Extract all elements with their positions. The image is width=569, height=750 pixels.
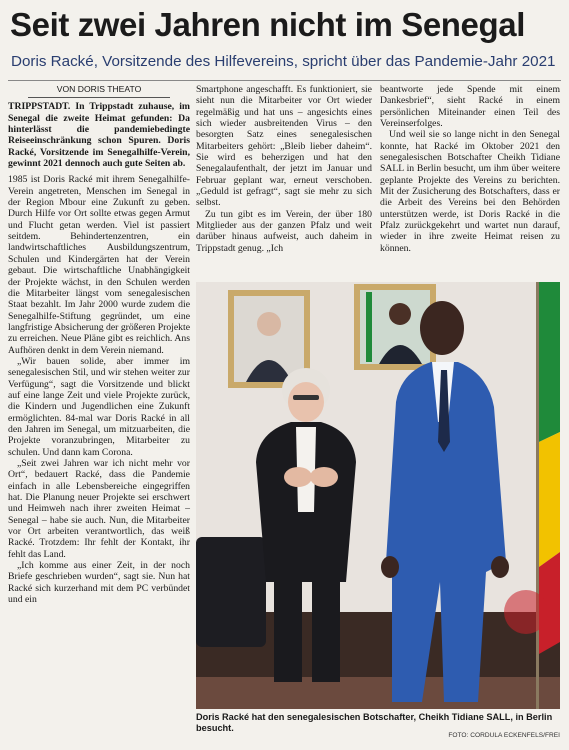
column-2 <box>196 84 372 254</box>
body-paragraph: „Ich komme aus einer Zeit, in der noch Briefe geschrieben wurden“, sagt sie. Nun hat Racké sich kurzerhand mit dem PC verbündet und ein <box>8 560 190 606</box>
photo-caption: Doris Racké hat den senegalesischen Botschafter, Cheikh Tidiane SALL, in Berlin besucht. <box>196 712 553 733</box>
byline-divider <box>28 97 170 98</box>
lead-paragraph: TRIPPSTADT. In Trippstadt zuhause, im Senegal die zweite Heimat gefunden: Da hinterlässt die pandemiebedingte Reiseeinschränkung schon Spuren. Doris Racké, Vorsitzende im Senegalhilfe-Verein, gewinnt 2021 dennoch auch gute Seiten ab. <box>8 101 190 170</box>
body-paragraph: „Seit zwei Jahren war ich nicht mehr vor Ort“, bedauert Racké, dass die Pandemie einfach in alle Lebensbereiche eingegriffen hat. Die Planung neuer Projekte sei erschwert und Heimweh nach ihrer zweiten Heimat – Senegal – habe sie auch. Nun, die Mitarbeiter vor Ort arbeiten verantwortlich, das weiß Racké. Trotzdem: Ihr fehlt der Kontakt, ihr fehlt das Land. <box>8 458 190 560</box>
body-paragraph: Smartphone angeschafft. Es funktioniert, sie sieht nun die Mitarbeiter vor Ort wieder regelmäßig und hat uns – angesichts eines sich wieder ausbreitenden Virus – den besorgten Satz eines senegalesischen Mitarbeiters gehört: „Bleib lieber daheim“. Sie wird es beherzigen und hat den Senegalaufenthalt, der jetzt im Januar und Februar geplant war, erneut verschoben. „Geduld ist gefragt“, sagt sie mehr zu sich selbst. <box>196 84 372 209</box>
body-paragraph: beantworte jede Spende mit einem Dankesbrief“, sieht Racké in einem persönlichen Miteinander einen Teil des Vereinserfolges. <box>380 84 560 130</box>
photo-illustration <box>196 282 560 709</box>
headline: Seit zwei Jahren nicht im Senegal <box>10 6 525 43</box>
body-paragraph: Und weil sie so lange nicht in den Senegal konnte, hat Racké im Oktober 2021 den senegalesischen Botschafter Cheikh Tidiane SALL in Berlin besucht, um ihm über weitere geplante Projekte des Vereins zu berichten. Mit der Zusicherung des Botschafters, dass er die Arbeit des Vereins bei den Behörden unterstützen werde, ist Doris Racké in die Pfalz zurückgekehrt und wartet nun darauf, wieder in ihre zweite Heimat reisen zu können. <box>380 129 560 254</box>
body-paragraph: Zu tun gibt es im Verein, der über 180 Mitglieder aus der ganzen Pfalz und weit darüber hinaus aufweist, auch daheim in Trippstadt genug. „Ich <box>196 208 372 254</box>
body-paragraph: 1985 ist Doris Racké mit ihrem Senegalhilfe-Verein angetreten, Menschen im Senegal in der Region Mbour eine Zukunft zu geben. Durch Hilfe vor Ort sollte etwas gegen Armut und Flucht getan werden. Viel ist passiert seitdem. Behindertenzentren, ein landwirtschaftliches Ausbildungszentrum, Schulen und Kindergärten hat der Verein gebaut. Die wirtschaftliche Unabhängigkeit der Projekte wächst, in den Schulen werden die Mitarbeiter längst vom senegalesischen Staat bezahlt. Im Jahr 2000 wurde zudem die Senegalhilfe-Stiftung gegründet, um eine langfristige Absicherung der größeren Projekte zu erreichen. Neue Pläne gibt es reichlich. Ans Aufhören denkt in dem Verein niemand. <box>8 174 190 356</box>
subheadline: Doris Racké, Vorsitzende des Hilfevereins, spricht über das Pandemie-Jahr 2021 <box>11 53 556 70</box>
header-divider <box>8 80 561 81</box>
body-paragraph: „Wir bauen solide, aber immer im senegalesischen Stil, und wir stehen weiter zur Verfügung“, sagt die Vorsitzende und blickt auf eine lange Zeit und viele Projekte zurück, die Kindern und Jugendlichen eine Zukunft ermöglichten. 84-mal war Doris Racké in all den Jahren im Senegal, um mitzuarbeiten, die Projekte voranzubringen, Mitarbeiter zu schulen. Und dann kam Corona. <box>8 355 190 458</box>
photo-credit: FOTO: CORDULA ECKENFELS/FREI <box>448 732 560 739</box>
column-1 <box>8 84 190 605</box>
article-photo <box>196 282 560 709</box>
column-3 <box>380 84 560 254</box>
byline: VON DORIS THEATO <box>56 84 142 94</box>
